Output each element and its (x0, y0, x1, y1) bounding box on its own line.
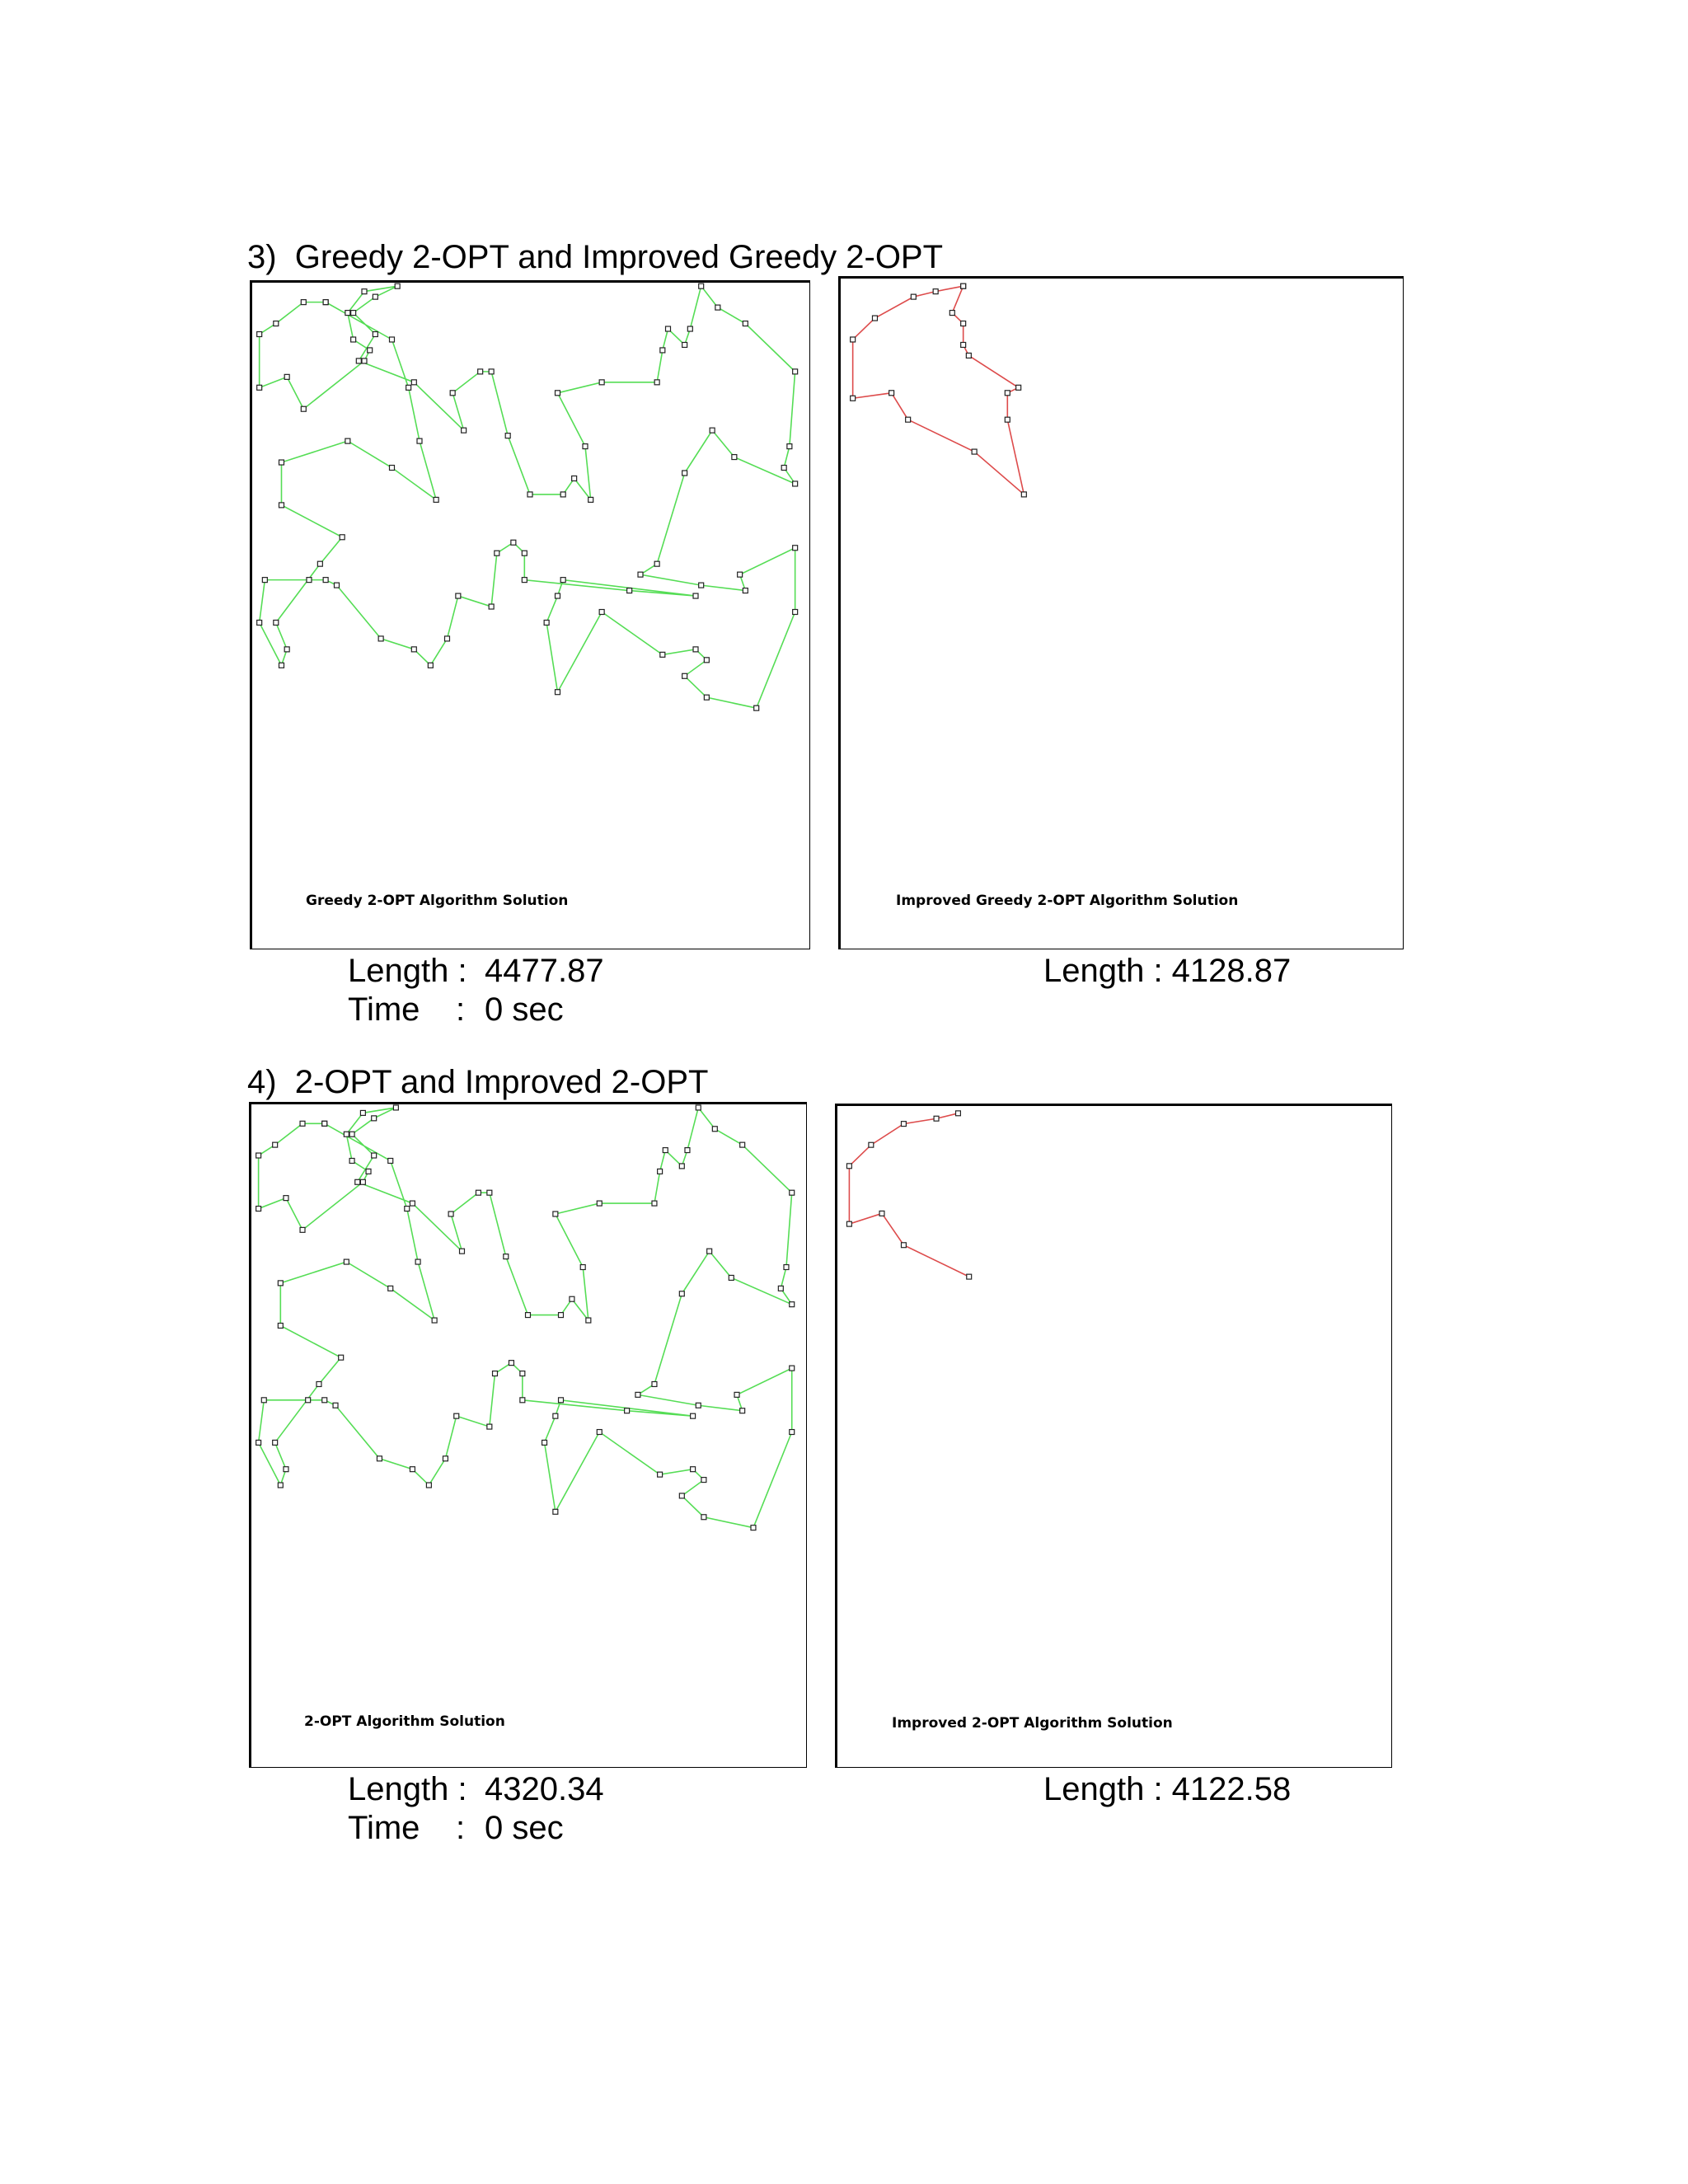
2opt-caption: 2-OPT Algorithm Solution (304, 1713, 505, 1730)
city-point (691, 1467, 696, 1472)
city-point (462, 428, 467, 433)
city-point (505, 434, 510, 438)
city-point (434, 497, 438, 502)
city-point (701, 1515, 706, 1520)
city-point (426, 1483, 431, 1488)
city-point (335, 583, 340, 588)
city-point (707, 1249, 712, 1254)
city-point (658, 1472, 663, 1477)
city-point (378, 636, 383, 641)
city-point (456, 593, 461, 598)
city-point (487, 1190, 492, 1195)
city-point (911, 294, 916, 299)
improved-2opt-tour (836, 1104, 1391, 1767)
city-point (544, 620, 549, 625)
city-point (687, 326, 692, 331)
city-point (366, 1169, 371, 1174)
city-point (351, 337, 356, 342)
2opt-tour (250, 1103, 806, 1767)
city-point (851, 337, 856, 342)
city-point (729, 1275, 734, 1280)
city-point (450, 391, 455, 396)
city-point (560, 578, 565, 583)
city-point (599, 610, 604, 615)
city-point (443, 1456, 448, 1461)
city-point (372, 1116, 377, 1121)
city-point (559, 1398, 564, 1403)
city-point (284, 1196, 288, 1201)
city-point (901, 1122, 906, 1127)
city-point (691, 1413, 696, 1418)
city-point (588, 497, 593, 502)
city-point (323, 300, 328, 305)
city-point (323, 578, 328, 583)
city-point (373, 294, 377, 299)
city-point (570, 1296, 574, 1301)
city-point (522, 578, 527, 583)
city-point (368, 348, 373, 353)
city-point (476, 1190, 481, 1195)
2opt-panel (249, 1102, 807, 1768)
city-point (961, 342, 966, 347)
city-point (278, 1281, 283, 1286)
city-point (599, 380, 604, 385)
city-point (278, 1483, 283, 1488)
city-point (710, 428, 715, 433)
city-point (699, 583, 704, 588)
city-point (274, 321, 279, 326)
city-point (743, 321, 748, 326)
city-point (597, 1430, 602, 1435)
city-point (972, 449, 977, 454)
city-point (489, 369, 494, 374)
city-point (793, 546, 798, 551)
city-point (627, 588, 632, 593)
city-point (390, 466, 395, 471)
city-point (869, 1142, 874, 1147)
city-point (526, 1313, 531, 1318)
city-point (961, 321, 966, 326)
city-point (778, 1286, 783, 1291)
city-point (351, 311, 356, 316)
city-point (393, 1105, 398, 1110)
city-point (693, 593, 698, 598)
city-point (559, 1313, 564, 1318)
city-point (553, 1212, 558, 1216)
city-point (966, 353, 971, 358)
improved-greedy-2opt-tour (839, 277, 1403, 949)
city-point (872, 316, 877, 321)
city-point (879, 1211, 884, 1216)
greedy-2opt-panel (250, 280, 810, 949)
greedy-2opt-caption: Greedy 2-OPT Algorithm Solution (306, 893, 569, 909)
city-point (257, 385, 262, 390)
city-point (373, 332, 377, 337)
city-point (682, 342, 687, 347)
city-point (961, 284, 966, 288)
city-point (511, 540, 516, 545)
city-point (542, 1440, 547, 1445)
city-point (495, 551, 499, 555)
2opt-length-label: Length : (348, 1771, 467, 1807)
city-point (679, 1291, 684, 1296)
city-point (406, 385, 411, 390)
city-point (553, 1509, 558, 1514)
city-point (901, 1243, 906, 1248)
greedy-2opt-time-label: Time (348, 991, 420, 1028)
city-point (635, 1392, 640, 1397)
city-point (787, 444, 792, 449)
city-point (784, 1265, 789, 1270)
improved-2opt-panel (835, 1104, 1392, 1768)
city-point (279, 460, 284, 465)
city-point (663, 1148, 668, 1153)
city-point (790, 1190, 795, 1195)
city-point (660, 652, 665, 657)
city-point (360, 1179, 365, 1184)
city-point (704, 695, 709, 700)
city-point (279, 503, 284, 508)
city-point (489, 604, 494, 609)
city-point (432, 1318, 437, 1323)
city-point (362, 289, 367, 294)
city-point (460, 1249, 465, 1254)
city-point (300, 1227, 305, 1232)
city-point (956, 1111, 961, 1116)
city-point (586, 1318, 591, 1323)
city-point (553, 1413, 558, 1418)
city-point (732, 455, 737, 460)
greedy-2opt-time-value: 0 sec (485, 991, 564, 1028)
improved-2opt-length: Length : 4122.58 (1043, 1771, 1292, 1807)
city-point (560, 492, 565, 497)
city-point (306, 1398, 311, 1403)
city-point (284, 647, 289, 652)
city-point (262, 578, 267, 583)
city-point (520, 1398, 525, 1403)
city-point (509, 1361, 513, 1366)
city-point (556, 593, 560, 598)
city-point (317, 561, 322, 566)
city-point (967, 1274, 972, 1279)
city-point (307, 578, 312, 583)
tour-path (853, 286, 1025, 494)
tour-path (849, 1113, 968, 1277)
city-point (652, 1201, 657, 1206)
city-point (372, 1153, 377, 1158)
city-point (278, 1324, 283, 1329)
city-point (652, 1381, 657, 1386)
city-point (504, 1254, 509, 1259)
city-point (257, 620, 262, 625)
2opt-time-label: Time (348, 1810, 420, 1846)
2opt-time-value: 0 sec (485, 1810, 564, 1846)
city-point (487, 1424, 492, 1429)
city-point (528, 492, 532, 497)
city-point (362, 359, 367, 363)
city-point (395, 284, 400, 288)
city-point (583, 444, 588, 449)
city-point (699, 284, 704, 288)
city-point (261, 1398, 266, 1403)
city-point (316, 1381, 321, 1386)
city-point (679, 1164, 684, 1169)
city-point (355, 1179, 360, 1184)
city-point (754, 705, 759, 710)
city-point (793, 481, 798, 486)
section-3-title: 3) Greedy 2-OPT and Improved Greedy 2-OPT (247, 239, 944, 275)
city-point (256, 1207, 261, 1212)
city-point (428, 663, 433, 668)
city-point (851, 396, 856, 401)
greedy-2opt-length-value: 4477.87 (485, 953, 604, 989)
city-point (388, 1158, 393, 1163)
city-point (301, 406, 306, 411)
city-point (685, 1148, 690, 1153)
city-point (740, 1142, 745, 1147)
city-point (696, 1403, 701, 1408)
city-point (417, 438, 422, 443)
2opt-length-value: 4320.34 (485, 1771, 604, 1807)
city-point (950, 311, 954, 316)
improved-greedy-2opt-caption: Improved Greedy 2-OPT Algorithm Solution (896, 893, 1239, 909)
greedy-2opt-length-label: Length : (348, 953, 467, 989)
city-point (344, 1259, 349, 1264)
city-point (781, 466, 786, 471)
city-point (333, 1403, 338, 1408)
city-point (360, 1110, 365, 1115)
city-point (696, 1105, 701, 1110)
city-point (1016, 385, 1021, 390)
city-point (454, 1413, 459, 1418)
city-point (349, 1158, 354, 1163)
city-point (793, 610, 798, 615)
city-point (572, 476, 577, 480)
city-point (734, 1392, 739, 1397)
city-point (279, 663, 284, 668)
improved-2opt-caption: Improved 2-OPT Algorithm Solution (892, 1715, 1173, 1732)
city-point (933, 289, 938, 294)
city-point (388, 1286, 393, 1291)
city-point (556, 391, 560, 396)
city-point (597, 1201, 602, 1206)
city-point (715, 305, 720, 310)
city-point (846, 1221, 851, 1226)
city-point (415, 1259, 420, 1264)
city-point (654, 380, 659, 385)
city-point (345, 311, 350, 316)
city-point (284, 374, 289, 379)
city-point (349, 1132, 354, 1137)
city-point (790, 1302, 795, 1307)
city-point (256, 1440, 261, 1445)
city-point (712, 1127, 717, 1132)
improved-greedy-2opt-length: Length : 4128.87 (1043, 953, 1292, 989)
city-point (345, 438, 350, 443)
city-point (411, 380, 416, 385)
city-point (377, 1456, 382, 1461)
city-point (793, 369, 798, 374)
city-point (344, 1132, 349, 1137)
city-point (740, 1408, 745, 1413)
city-point (322, 1121, 327, 1126)
city-point (493, 1371, 498, 1376)
city-point (934, 1116, 939, 1121)
city-point (790, 1366, 795, 1371)
city-point (273, 1142, 278, 1147)
city-point (679, 1493, 684, 1498)
city-point (284, 1467, 288, 1472)
city-point (790, 1430, 795, 1435)
city-point (410, 1467, 415, 1472)
city-point (693, 647, 698, 652)
city-point (445, 636, 450, 641)
city-point (301, 300, 306, 305)
city-point (390, 337, 395, 342)
city-point (448, 1212, 453, 1216)
city-point (356, 359, 361, 363)
city-point (257, 332, 262, 337)
city-point (522, 551, 527, 555)
city-point (738, 572, 743, 577)
city-point (1005, 391, 1010, 396)
city-point (682, 673, 687, 678)
city-point (322, 1398, 327, 1403)
city-point (340, 535, 345, 540)
city-point (625, 1408, 630, 1413)
improved-greedy-2opt-panel (838, 276, 1404, 949)
city-point (339, 1355, 344, 1360)
city-point (410, 1201, 415, 1206)
city-point (889, 391, 894, 396)
city-point (1021, 492, 1026, 497)
city-point (846, 1164, 851, 1169)
city-point (300, 1121, 305, 1126)
city-point (660, 348, 665, 353)
city-point (906, 417, 911, 422)
city-point (580, 1265, 585, 1270)
city-point (520, 1371, 525, 1376)
city-point (743, 588, 748, 593)
greedy-2opt-time-sep: : (456, 991, 466, 1028)
city-point (1005, 417, 1010, 422)
city-point (682, 471, 687, 476)
greedy-2opt-tour (251, 281, 809, 949)
city-point (751, 1526, 756, 1530)
city-point (658, 1169, 663, 1174)
city-point (704, 658, 709, 663)
2opt-time-sep: : (456, 1810, 466, 1846)
city-point (556, 690, 560, 695)
city-point (478, 369, 483, 374)
city-point (666, 326, 671, 331)
city-point (411, 647, 416, 652)
city-point (273, 1440, 278, 1445)
city-point (638, 572, 643, 577)
city-point (654, 561, 659, 566)
city-point (405, 1207, 410, 1212)
city-point (701, 1478, 706, 1483)
section-4-title: 4) 2-OPT and Improved 2-OPT (247, 1064, 709, 1100)
city-point (256, 1153, 261, 1158)
city-point (274, 620, 279, 625)
